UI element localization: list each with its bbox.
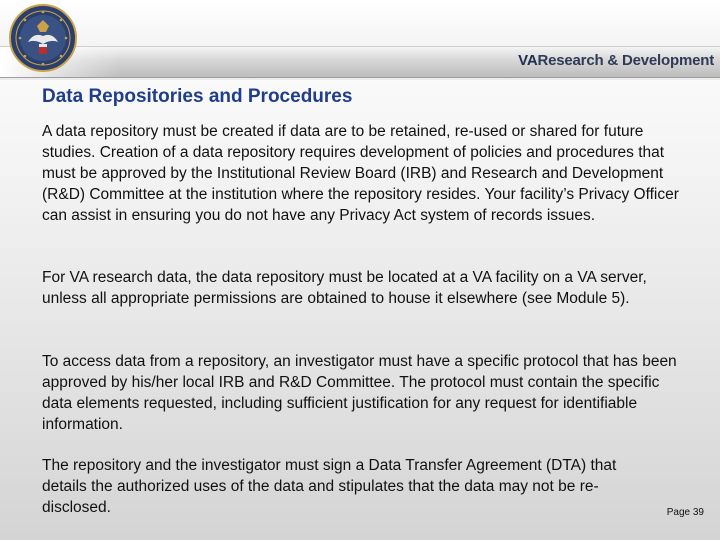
va-seal-icon xyxy=(4,2,82,74)
paragraph-dta: The repository and the investigator must sign a Data Transfer Agreement (DTA) that details the authorized uses of the data and stipulates that the data may not be re-disclosed. xyxy=(42,457,617,516)
paragraph-repository-creation: A data repository must be created if data are to be retained, re-used or shared for future studies. Creation of a data repository requires development of policies and procedures that must be approved by the Institutional Review Board (IRB) and Research and Development (R&D) Committee at the institution where the repository resides. Your facility’s Privacy Officer can assist in ensuring you do not have any Privacy Act system of records issues. xyxy=(42,123,679,224)
paragraph-access: To access data from a repository, an investigator must have a specific protocol that has been approved by his/her local IRB and R&D Committee. The protocol must contain the specific data elements requested, including sufficient justification for any request for identifiable information. xyxy=(42,353,677,433)
page-title: Data Repositories and Procedures xyxy=(42,86,353,107)
brand-logo xyxy=(518,52,714,69)
paragraph-va-location: For VA research data, the data repository must be located at a VA facility on a VA server, unless all appropriate permissions are obtained to house it elsewhere (see Module 5). xyxy=(42,269,647,307)
brand-suffix: Research & Development xyxy=(537,52,714,69)
page-number: Page 39 xyxy=(666,507,704,518)
brand-prefix: VA xyxy=(518,52,538,69)
